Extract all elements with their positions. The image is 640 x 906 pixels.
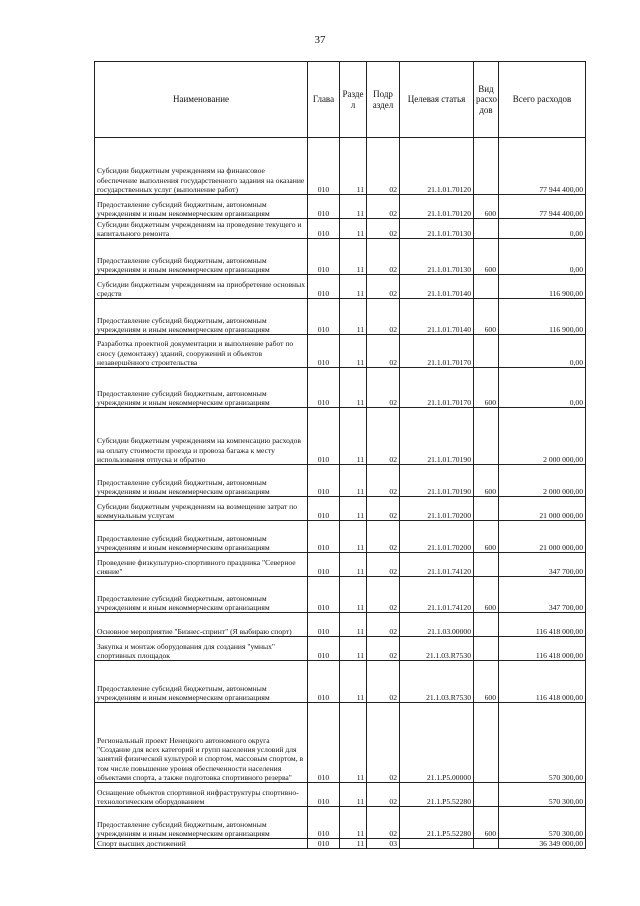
- cell-podrazdel: 02: [367, 335, 400, 368]
- cell-podrazdel: 02: [367, 703, 400, 783]
- cell-name: Разработка проектной документации и выполнение работ по сносу (демонтажу) зданий, сооружений и объектов незавершённого строительства: [95, 335, 308, 368]
- cell-glava: 010: [308, 138, 340, 195]
- cell-total: 116 418 000,00: [499, 613, 586, 637]
- cell-name: Предоставление субсидий бюджетным, автономным учреждениям и иным некоммерческим организациям: [95, 368, 308, 408]
- cell-celevaya: 21.1.01.70190: [400, 465, 474, 497]
- cell-razdel: 11: [340, 195, 367, 219]
- cell-glava: 010: [308, 577, 340, 613]
- cell-razdel: 11: [340, 219, 367, 239]
- header-podrazdel: Подр аздел: [367, 62, 400, 138]
- header-razdel: Разде л: [340, 62, 367, 138]
- cell-name: Субсидии бюджетным учреждениям на приобретение основных средств: [95, 275, 308, 299]
- cell-glava: 010: [308, 465, 340, 497]
- cell-total: 2 000 000,00: [499, 408, 586, 465]
- cell-podrazdel: 02: [367, 239, 400, 275]
- page-number: 37: [314, 34, 326, 46]
- cell-razdel: 11: [340, 553, 367, 577]
- table-row: [95, 807, 586, 839]
- cell-celevaya: 21.1.01.70200: [400, 497, 474, 521]
- cell-glava: 010: [308, 839, 340, 849]
- cell-celevaya: 21.1.01.70130: [400, 219, 474, 239]
- cell-razdel: 11: [340, 275, 367, 299]
- cell-total: 116 900,00: [499, 275, 586, 299]
- cell-podrazdel: 02: [367, 368, 400, 408]
- cell-celevaya: 21.1.01.70170: [400, 335, 474, 368]
- cell-total: 21 000 000,00: [499, 497, 586, 521]
- cell-total: 77 944 400,00: [499, 195, 586, 219]
- cell-razdel: 11: [340, 299, 367, 335]
- cell-total: 116 900,00: [499, 299, 586, 335]
- table-row: [95, 138, 586, 195]
- cell-vid: [474, 613, 499, 637]
- cell-celevaya: 21.1.03.R7530: [400, 661, 474, 703]
- cell-celevaya: 21.1.01.70120: [400, 138, 474, 195]
- cell-razdel: 11: [340, 368, 367, 408]
- table-row: [95, 783, 586, 807]
- cell-vid: 600: [474, 661, 499, 703]
- cell-razdel: 11: [340, 138, 367, 195]
- cell-celevaya: 21.1.03.00000: [400, 613, 474, 637]
- cell-name: Оснащение объектов спортивной инфраструктуры спортивно-технологическим оборудованием: [95, 783, 308, 807]
- header-glava: Глава: [308, 62, 340, 138]
- table-row: [95, 299, 586, 335]
- cell-name: Предоставление субсидий бюджетным, автономным учреждениям и иным некоммерческим организациям: [95, 195, 308, 219]
- cell-celevaya: 21.1.03.R7530: [400, 637, 474, 661]
- cell-podrazdel: 02: [367, 275, 400, 299]
- cell-vid: 600: [474, 465, 499, 497]
- header-name: Наименование: [95, 62, 308, 138]
- cell-glava: 010: [308, 613, 340, 637]
- cell-name: Основное мероприятие "Бизнес-спринт" (Я выбираю спорт): [95, 613, 308, 637]
- cell-podrazdel: 02: [367, 219, 400, 239]
- cell-glava: 010: [308, 275, 340, 299]
- cell-celevaya: 21.1.01.74120: [400, 553, 474, 577]
- table-row: [95, 368, 586, 408]
- cell-name: Предоставление субсидий бюджетным, автономным учреждениям и иным некоммерческим организациям: [95, 807, 308, 839]
- cell-total: 21 000 000,00: [499, 521, 586, 553]
- cell-total: 347 700,00: [499, 577, 586, 613]
- cell-razdel: 11: [340, 577, 367, 613]
- cell-total: 116 418 000,00: [499, 661, 586, 703]
- cell-total: 0,00: [499, 368, 586, 408]
- cell-razdel: 11: [340, 783, 367, 807]
- cell-podrazdel: 02: [367, 783, 400, 807]
- table-row: [95, 195, 586, 219]
- cell-celevaya: [400, 839, 474, 849]
- cell-podrazdel: 02: [367, 138, 400, 195]
- cell-celevaya: 21.1.01.74120: [400, 577, 474, 613]
- table-row: [95, 637, 586, 661]
- cell-podrazdel: 03: [367, 839, 400, 849]
- cell-glava: 010: [308, 553, 340, 577]
- cell-vid: [474, 408, 499, 465]
- cell-total: 77 944 400,00: [499, 138, 586, 195]
- cell-name: Региональный проект Ненецкого автономного округа "Создание для всех категорий и групп населения условий для занятий физической культурой и спортом, массовым спортом, в том числе повышение уровня обеспеченности населения объектами спорта, а также подготовка спортивного резерва": [95, 703, 308, 783]
- table-body: [95, 138, 586, 849]
- cell-vid: [474, 783, 499, 807]
- table-row: [95, 577, 586, 613]
- cell-glava: 010: [308, 368, 340, 408]
- cell-razdel: 11: [340, 613, 367, 637]
- cell-celevaya: 21.1.P5.52280: [400, 807, 474, 839]
- cell-celevaya: 21.1.01.70170: [400, 368, 474, 408]
- cell-celevaya: 21.1.01.70120: [400, 195, 474, 219]
- cell-celevaya: 21.1.01.70140: [400, 299, 474, 335]
- cell-podrazdel: 02: [367, 408, 400, 465]
- cell-vid: 600: [474, 807, 499, 839]
- table-row: [95, 553, 586, 577]
- table-row: [95, 703, 586, 783]
- cell-name: Субсидии бюджетным учреждениям на компенсацию расходов на оплату стоимости проезда и провоза багажа к месту использования отпуска и обратно: [95, 408, 308, 465]
- table-row: [95, 521, 586, 553]
- cell-total: 116 418 000,00: [499, 637, 586, 661]
- table-row: [95, 661, 586, 703]
- cell-vid: 600: [474, 521, 499, 553]
- cell-name: Проведение физкультурно-спортивного праздника "Северное сияние": [95, 553, 308, 577]
- table-row: [95, 408, 586, 465]
- cell-name: Субсидии бюджетным учреждениям на финансовое обеспечение выполнения государственного задания на оказание государственных услуг (выполнение работ): [95, 138, 308, 195]
- cell-vid: 600: [474, 195, 499, 219]
- cell-podrazdel: 02: [367, 465, 400, 497]
- table-row: [95, 275, 586, 299]
- table-row: [95, 219, 586, 239]
- cell-celevaya: 21.1.01.70130: [400, 239, 474, 275]
- cell-name: Спорт высших достижений: [95, 839, 308, 849]
- cell-vid: 600: [474, 368, 499, 408]
- cell-vid: [474, 219, 499, 239]
- cell-vid: [474, 335, 499, 368]
- cell-razdel: 11: [340, 408, 367, 465]
- cell-razdel: 11: [340, 521, 367, 553]
- cell-podrazdel: 02: [367, 553, 400, 577]
- cell-podrazdel: 02: [367, 521, 400, 553]
- cell-glava: 010: [308, 219, 340, 239]
- cell-glava: 010: [308, 335, 340, 368]
- cell-name: Субсидии бюджетным учреждениям на возмещение затрат по коммунальным услугам: [95, 497, 308, 521]
- cell-name: Предоставление субсидий бюджетным, автономным учреждениям и иным некоммерческим организациям: [95, 299, 308, 335]
- cell-celevaya: 21.1.01.70140: [400, 275, 474, 299]
- table-header-row: [95, 62, 586, 138]
- cell-podrazdel: 02: [367, 661, 400, 703]
- cell-vid: [474, 275, 499, 299]
- cell-podrazdel: 02: [367, 613, 400, 637]
- cell-glava: 010: [308, 637, 340, 661]
- cell-celevaya: 21.1.P5.00000: [400, 703, 474, 783]
- table-row: [95, 239, 586, 275]
- cell-razdel: 11: [340, 335, 367, 368]
- cell-total: 570 300,00: [499, 703, 586, 783]
- cell-razdel: 11: [340, 465, 367, 497]
- cell-vid: 600: [474, 577, 499, 613]
- cell-total: 570 300,00: [499, 783, 586, 807]
- cell-razdel: 11: [340, 497, 367, 521]
- table-row: [95, 335, 586, 368]
- cell-vid: [474, 703, 499, 783]
- cell-vid: [474, 497, 499, 521]
- cell-podrazdel: 02: [367, 195, 400, 219]
- table-row: [95, 497, 586, 521]
- header-celevaya: Целевая статья: [400, 62, 474, 138]
- budget-table: [94, 61, 586, 849]
- cell-razdel: 11: [340, 637, 367, 661]
- cell-podrazdel: 02: [367, 497, 400, 521]
- cell-name: Предоставление субсидий бюджетным, автономным учреждениям и иным некоммерческим организациям: [95, 239, 308, 275]
- cell-glava: 010: [308, 807, 340, 839]
- cell-name: Предоставление субсидий бюджетным, автономным учреждениям и иным некоммерческим организациям: [95, 577, 308, 613]
- cell-vid: [474, 138, 499, 195]
- cell-glava: 010: [308, 497, 340, 521]
- cell-glava: 010: [308, 239, 340, 275]
- cell-razdel: 11: [340, 839, 367, 849]
- cell-podrazdel: 02: [367, 577, 400, 613]
- cell-vid: 600: [474, 239, 499, 275]
- table-row: [95, 839, 586, 849]
- header-total: Всего расходов: [499, 62, 586, 138]
- cell-glava: 010: [308, 195, 340, 219]
- cell-total: 2 000 000,00: [499, 465, 586, 497]
- cell-celevaya: 21.1.P5.52280: [400, 783, 474, 807]
- cell-celevaya: 21.1.01.70190: [400, 408, 474, 465]
- cell-total: 36 349 000,00: [499, 839, 586, 849]
- cell-glava: 010: [308, 783, 340, 807]
- cell-name: Предоставление субсидий бюджетным, автономным учреждениям и иным некоммерческим организациям: [95, 465, 308, 497]
- cell-vid: [474, 553, 499, 577]
- cell-podrazdel: 02: [367, 299, 400, 335]
- cell-glava: 010: [308, 299, 340, 335]
- header-vid: Вид расхо дов: [474, 62, 499, 138]
- cell-total: 0,00: [499, 335, 586, 368]
- cell-name: Закупка и монтаж оборудования для создания "умных" спортивных площадок: [95, 637, 308, 661]
- cell-name: Субсидии бюджетным учреждениям на проведение текущего и капитального ремонта: [95, 219, 308, 239]
- cell-name: Предоставление субсидий бюджетным, автономным учреждениям и иным некоммерческим организациям: [95, 521, 308, 553]
- cell-vid: 600: [474, 299, 499, 335]
- cell-podrazdel: 02: [367, 807, 400, 839]
- cell-razdel: 11: [340, 239, 367, 275]
- table-row: [95, 613, 586, 637]
- cell-total: 347 700,00: [499, 553, 586, 577]
- cell-vid: [474, 839, 499, 849]
- cell-razdel: 11: [340, 807, 367, 839]
- cell-total: 0,00: [499, 239, 586, 275]
- cell-vid: [474, 637, 499, 661]
- cell-glava: 010: [308, 703, 340, 783]
- cell-total: 0,00: [499, 219, 586, 239]
- cell-podrazdel: 02: [367, 637, 400, 661]
- cell-celevaya: 21.1.01.70200: [400, 521, 474, 553]
- cell-glava: 010: [308, 408, 340, 465]
- cell-razdel: 11: [340, 661, 367, 703]
- cell-total: 570 300,00: [499, 807, 586, 839]
- cell-razdel: 11: [340, 703, 367, 783]
- cell-glava: 010: [308, 521, 340, 553]
- cell-glava: 010: [308, 661, 340, 703]
- table-row: [95, 465, 586, 497]
- cell-name: Предоставление субсидий бюджетным, автономным учреждениям и иным некоммерческим организациям: [95, 661, 308, 703]
